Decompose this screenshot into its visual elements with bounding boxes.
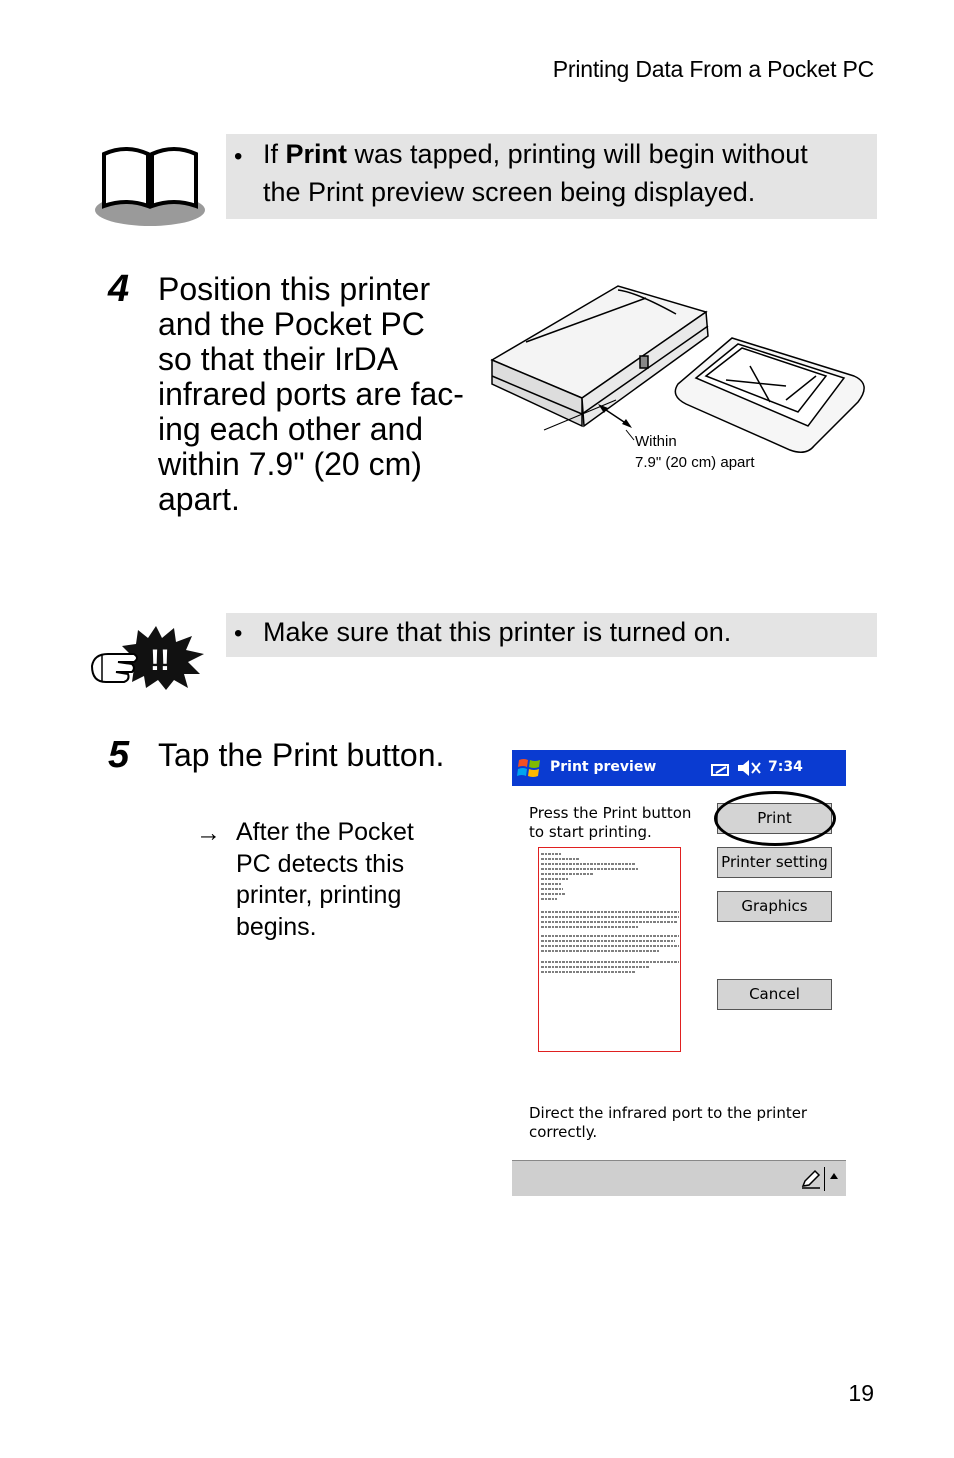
note-box-print-tapped (226, 134, 877, 219)
connectivity-icon[interactable] (710, 761, 732, 777)
input-bar (512, 1160, 846, 1196)
running-head: Printing Data From a Pocket PC (552, 56, 874, 82)
print-button[interactable]: Print (717, 803, 832, 834)
note-line2: the Print preview screen being displayed. (263, 177, 756, 207)
warning-hand-icon (88, 624, 206, 690)
note-prefix: If (263, 139, 286, 169)
window-title: Print preview (550, 759, 657, 775)
print-button-highlight-ellipse (714, 791, 836, 846)
status-line2: correctly. (529, 1123, 598, 1141)
svg-text:!!: !! (150, 644, 170, 677)
step-5-result-line: begins. (236, 912, 317, 941)
step-4-line: Position this printer (158, 271, 431, 307)
windows-start-icon[interactable] (516, 756, 542, 780)
clock[interactable]: 7:34 (768, 759, 803, 775)
book-icon (92, 140, 208, 230)
step-4-line: so that their IrDA (158, 341, 399, 377)
step-4-line: ing each other and (158, 411, 424, 447)
note-2-text: Make sure that this printer is turned on. (263, 617, 732, 647)
step-5-result-line: printer, printing (236, 881, 402, 909)
bullet: • (234, 143, 243, 170)
distance-caption-line1: Within (635, 433, 677, 450)
input-menu-arrow-icon[interactable] (824, 1167, 843, 1191)
pocket-pc-screen (512, 750, 846, 1196)
volume-icon[interactable] (736, 759, 764, 777)
step-4-text (158, 272, 488, 517)
pen-input-icon[interactable] (800, 1169, 822, 1189)
graphics-button[interactable]: Graphics (717, 891, 832, 922)
status-line1: Direct the infrared port to the printer (529, 1104, 808, 1122)
instruction-line2: to start printing. (529, 823, 652, 841)
note-rest: was tapped, printing will begin without (347, 139, 808, 169)
result-arrow: → (196, 819, 221, 847)
note-box-printer-on (226, 613, 877, 657)
distance-caption (635, 431, 755, 473)
step-5-result-line: After the Pocket (236, 818, 414, 846)
step-4-line: within 7.9" (20 cm) (158, 446, 422, 482)
printer-setting-button[interactable]: Printer setting (717, 847, 832, 878)
step-5-result (236, 817, 456, 943)
status-message (529, 1104, 807, 1142)
cancel-button[interactable]: Cancel (717, 979, 832, 1010)
note-bold-print: Print (285, 139, 348, 169)
step-5-result-line: PC detects this (236, 849, 405, 878)
step-4-line: apart. (158, 481, 240, 517)
step-number-4: 4 (108, 268, 130, 310)
instruction-message (529, 804, 691, 842)
title-bar (512, 750, 846, 786)
distance-caption-line2: 7.9" (20 cm) apart (635, 454, 755, 471)
step-5-title: Tap the Print button. (158, 737, 445, 773)
bullet: • (234, 620, 243, 647)
instruction-line1: Press the Print button (529, 804, 692, 822)
step-4-line: and the Pocket PC (158, 306, 425, 342)
note-text (263, 135, 867, 211)
print-preview-thumbnail (538, 847, 681, 1052)
step-4-line: infrared ports are fac- (158, 376, 464, 412)
page-number: 19 (848, 1380, 874, 1406)
step-number-5: 5 (108, 734, 130, 776)
